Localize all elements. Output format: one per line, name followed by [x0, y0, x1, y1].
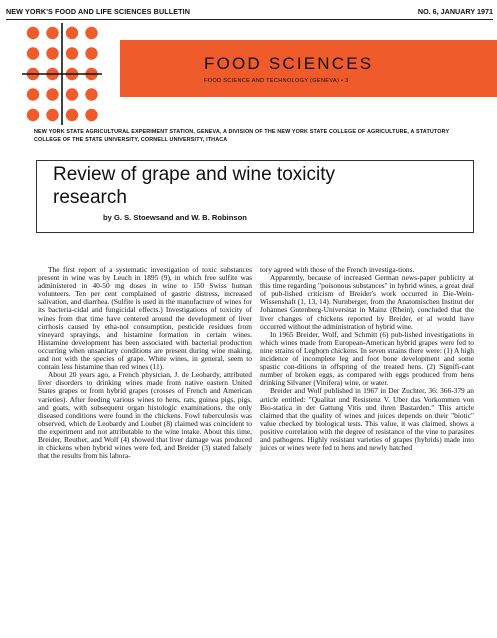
logo-dot — [27, 88, 39, 100]
paragraph: About 20 years ago, a French physician, J. de Leobardy, attributed liver disorders to drinking wines made from native eastern United States grapes or from hybrid grapes (crosses of French and American varieties). After feeding various wines to hens, rats, guinea pigs, pigs, and goats, with subsequent organ histologic examinations, the only diseased conditions were found in the chickens. Fowl tuberculosis was observed, which de Leobardy and Loubet (8) claimed was coincident to the experiment and not attributable to the wine intake. About this time, Breider, Reuther, and Wolf (4) showed that liver damage was produced in chickens when hybrid wines were fed, and Breider (3) stated falsely that the results from his labora- — [38, 370, 252, 461]
paragraph: Apparently, because of increased German news-paper publicity at this time regarding "poisonous substances" in hybrid wines, a great deal of pub-lished criticism of Breider's work occurred in Die-Wein-Wissenshaft (1, 13, 14). Nurnberger, from the Anatomischen Institut der Johannes Gutenberg-Universitat in Mainz (Rhein), concluded that the liver changes of chickens reported by Breider, et al would have occurred without the administration of hybrid wine. — [260, 273, 474, 331]
logo-dot — [66, 47, 78, 59]
paragraph: Breider and Wolf published in 1967 in Der Zuchter, 36: 366-379 an article entitled: "Qualitat und Resistenz V. Uber das Vorkommen von Bio-statica in der Gattung Vitis und ihren Bastarden." This article claimed that the quality of wines and juices depends on their "biotic" value checked by biological tests. This value, it was claimed, shows a positive correlation with the degree of resistance of the vine to parasites and pathogens. Highly resistant varieties of grapes (hybrids) made into juices or wines were fed to hens and newly hatched — [260, 386, 474, 453]
logo-dot — [46, 109, 58, 121]
section-subtitle: FOOD SCIENCE AND TECHNOLOGY (GENEVA) • 3 — [204, 78, 349, 84]
logo-dot — [85, 109, 97, 121]
logo-dot — [46, 47, 58, 59]
article-column-right — [260, 266, 474, 452]
logo-dot — [27, 47, 39, 59]
logo-dot — [85, 88, 97, 100]
paragraph: The first report of a systematic investigation of toxic substances present in wine was by Leuch in 1895 (9), in which free sulfite was administered in 40-50 mg doses in wine to 150 Swiss human volunteers. Ten per cent complained of gastric distress, increased salivation, and diarrhea. (Sulfite is used in the manufacture of wines for its bacteria-cidal and fungicidal effects.) Investigations of toxicity of wines from that time have centered around the development of liver cirrhosis caused by etha-nol consumption, pesticide residues from vineyard sprayings, and histamine formation in certain wines. Histamine development has been associated with bacterial production occurring when unsanitary conditions are present during wine making, and not with the species of grape. White wines, in general, seem to contain less histamine than red wines (11). — [38, 265, 252, 372]
issue-number: NO. 6, JANUARY 1971 — [417, 7, 493, 16]
logo-dot — [66, 27, 78, 39]
paragraph-continued: tory agreed with those of the French investiga-tions. — [260, 265, 415, 274]
logo-dot — [85, 47, 97, 59]
bulletin-header — [6, 0, 493, 20]
section-title: FOOD SCIENCES — [204, 54, 374, 73]
article-title: Review of grape and wine toxicity research — [53, 164, 335, 208]
food-sciences-logo — [22, 23, 102, 125]
bulletin-name: NEW YORK'S FOOD AND LIFE SCIENCES BULLETIN — [6, 7, 191, 16]
logo-dot — [27, 27, 39, 39]
logo-dot — [46, 88, 58, 100]
logo-dot — [27, 109, 39, 121]
logo-dot — [66, 109, 78, 121]
paragraph: In 1965 Breider, Wolf, and Schmitt (6) pub-lished investigations in which wines made from European-American hybrid grapes were fed to nine strains of Leghorn chickens. In seven strains there were: (1) A high incidence of incomplete leg and foot bone development and some spastic con-ditions in offspring of the treated hens. (2) Signifi-cant number of broken eggs, as compared with eggs produced from hens drinking Silvaner (Vinifera) wine, or water. — [260, 329, 474, 388]
section-banner — [120, 40, 497, 97]
station-affiliation: NEW YORK STATE AGRICULTURAL EXPERIMENT STATION, GENEVA, A DIVISION OF THE NEW YORK STATE COLLEGE OF AGRICULTURE, A STATUTORY COLLEGE OF THE STATE UNIVERSITY, CORNELL UNIVERSITY, ITHACA — [34, 129, 450, 143]
article-title-box — [36, 160, 474, 233]
article-byline: by G. S. Stoewsand and W. B. Robinson — [103, 213, 247, 222]
article-column-left — [38, 266, 252, 460]
logo-dot — [46, 27, 58, 39]
logo-dot — [66, 88, 78, 100]
logo-dot — [85, 27, 97, 39]
